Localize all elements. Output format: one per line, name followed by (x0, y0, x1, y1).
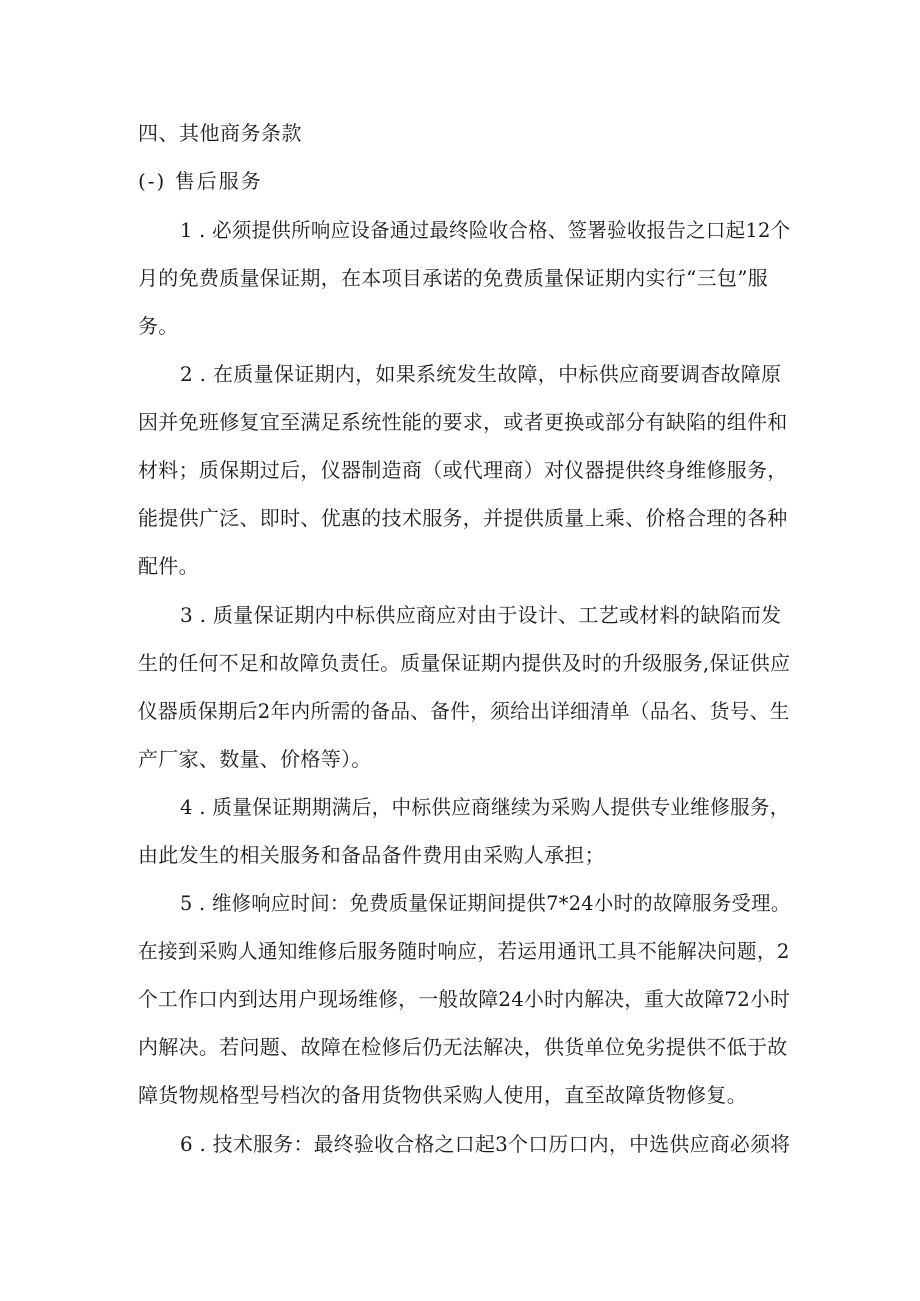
paragraph-line: 材料；质保期过后，仪器制造商（或代理商）对仪器提供终身维修服务， (138, 458, 788, 482)
subsection-title: (-) 售后服务 (138, 169, 263, 193)
paragraph-line: 能提供广泛、即时、优惠的技术服务，并提供质量上乘、价格合理的各种 (138, 506, 788, 530)
paragraph-line: 由此发生的相关服务和备品备件费用由采购人承担； (138, 843, 605, 867)
paragraph-line: 1 . 必须提供所响应设备通过最终险收合格、签署验收报告之口起12个 (180, 218, 791, 242)
paragraph-line: 在接到采购人通知维修后服务随时响应，若运用通讯工具不能解决问题，2 (138, 939, 790, 963)
paragraph-line: 仪器质保期后2年内所需的备品、备件，须给出详细清单（品名、货号、生 (138, 699, 790, 723)
paragraph-line: 个工作口内到达用户现场维修，一般故障24小时内解决，重大故障72小时 (138, 987, 791, 1011)
paragraph-line: 3 . 质量保证期内中标供应商应对由于设计、工艺或材料的缺陷而发 (180, 603, 782, 627)
paragraph-line: 2 . 在质量保证期内，如果系统发生故障，中标供应商要调杳故障原 (180, 362, 782, 386)
paragraph-line: 月的免费质量保证期，在本项目承诺的免费质量保证期内实行“三包”服 (138, 266, 769, 290)
paragraph-line: 内解决。若问题、故障在检修后仍无法解决，供货单位免劣提供不低于故 (138, 1035, 788, 1059)
paragraph-line: 6 . 技术服务：最终验收合格之口起3个口历口内，中选供应商必须将 (180, 1132, 791, 1156)
paragraph-line: 因并免班修复宜至满足系统性能的要求，或者更换或部分有缺陷的组件和 (138, 410, 788, 434)
paragraph-line: 配件。 (138, 554, 199, 578)
section-title: 四、其他商务条款 (138, 121, 302, 145)
paragraph-line: 4 . 质量保证期期满后，中标供应商继续为采购人提供专业维修服务， (180, 795, 790, 819)
paragraph-line: 生的任何不足和故障负责任。质量保证期内提供及时的升级服务,保证供应 (138, 651, 791, 675)
paragraph-line: 务。 (138, 314, 179, 338)
paragraph-line: 障货物规格型号档次的备用货物供采购人使用，直至故障货物修复。 (138, 1083, 747, 1107)
paragraph-line: 5 . 维修响应时间：免费质量保证期间提供7*24小时的故障服务受理。 (180, 891, 791, 915)
paragraph-line: 产厂家、数量、价格等）。 (138, 747, 372, 771)
